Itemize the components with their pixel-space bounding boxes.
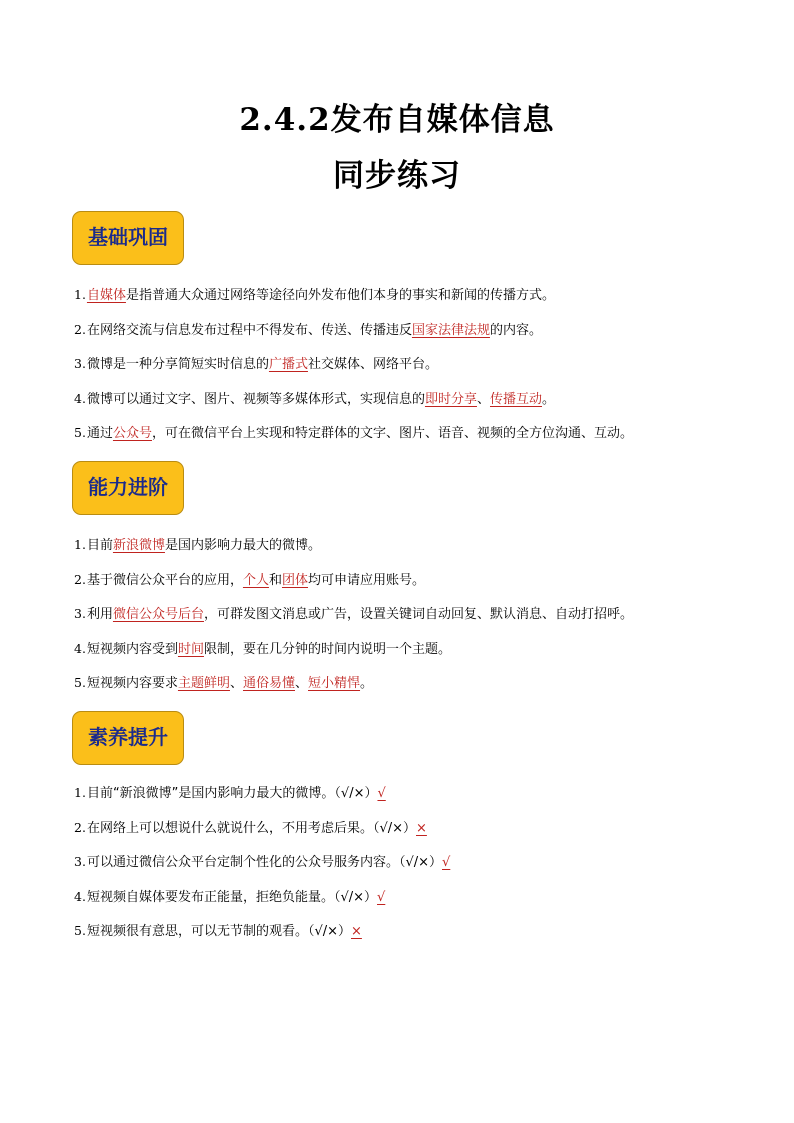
item-text: 短视频内容要求 — [86, 676, 178, 691]
item-number: 1. — [74, 785, 86, 800]
item-text: 、 — [476, 391, 490, 407]
answer-blank: √ — [442, 855, 451, 870]
item-number: 3. — [74, 356, 86, 371]
section-heading: 能力进阶 — [72, 461, 184, 515]
exercise-item — [74, 640, 764, 659]
exercise-item — [74, 571, 764, 590]
item-text: 是国内影响力最大的微博。 — [164, 538, 321, 553]
answer-blank: 短小精悍 — [308, 676, 361, 691]
answer-blank: 自媒体 — [86, 288, 126, 303]
item-text: 可以通过微信公众平台定制个性化的公众号服务内容。（√/×） — [86, 855, 442, 870]
item-number: 3. — [74, 606, 86, 621]
answer-blank: 广播式 — [268, 357, 308, 372]
item-text: 通过 — [86, 426, 113, 441]
exercise-item — [74, 853, 764, 872]
answer-blank: 个人 — [242, 572, 269, 588]
item-number: 5. — [74, 923, 86, 938]
section-heading: 基础巩固 — [72, 211, 184, 265]
item-number: 1. — [74, 537, 86, 552]
answer-blank: 时间 — [177, 641, 204, 657]
answer-blank: 即时分享 — [424, 391, 477, 407]
answer-blank: 公众号 — [112, 426, 152, 441]
item-number: 5. — [74, 675, 86, 690]
exercise-item — [74, 922, 764, 941]
exercise-item — [74, 321, 764, 340]
item-text: 限制，要在几分钟的时间内说明一个主题。 — [203, 641, 451, 657]
item-number: 2. — [74, 819, 86, 835]
page-subtitle: 同步练习 — [333, 158, 461, 194]
item-text: 利用 — [86, 607, 113, 622]
item-text: 短视频内容受到 — [86, 641, 178, 657]
exercise-item — [74, 390, 764, 409]
answer-blank: × — [351, 924, 362, 939]
answer-blank: 微信公众号后台 — [112, 607, 204, 622]
item-text: 、 — [295, 676, 309, 691]
item-text: 目前 — [86, 538, 113, 553]
item-text: 。 — [542, 391, 556, 407]
exercise-item — [74, 784, 764, 803]
answer-blank: √ — [377, 786, 386, 801]
item-number: 3. — [74, 854, 86, 869]
item-text: 短视频很有意思，可以无节制的观看。（√/×） — [86, 924, 351, 939]
exercise-item — [74, 888, 764, 907]
answer-blank: 新浪微博 — [112, 538, 165, 553]
answer-blank: 团体 — [281, 572, 308, 588]
item-number: 5. — [74, 425, 86, 440]
item-number: 4. — [74, 888, 86, 904]
item-text: ，可在微信平台上实现和特定群体的文字、图片、语音、视频的全方位沟通、互动。 — [151, 426, 633, 441]
item-text: 短视频自媒体要发布正能量，拒绝负能量。（√/×） — [86, 889, 377, 905]
exercise-item — [74, 605, 764, 624]
answer-blank: × — [416, 820, 427, 836]
exercise-item — [74, 355, 764, 374]
item-text: ，可群发图文消息或广告，设置关键词自动回复、默认消息、自动打招呼。 — [203, 607, 633, 622]
item-text: 目前“新浪微博”是国内影响力最大的微博。（√/×） — [86, 786, 378, 801]
item-number: 2. — [74, 321, 86, 337]
exercise-item — [74, 819, 764, 838]
exercise-item — [74, 536, 764, 555]
answer-blank: √ — [377, 889, 386, 905]
item-text: 社交媒体、网络平台。 — [307, 357, 438, 372]
item-number: 4. — [74, 390, 86, 406]
item-text: 微博可以通过文字、图片、视频等多媒体形式，实现信息的 — [86, 391, 425, 407]
exercise-item — [74, 286, 764, 305]
item-text: 是指普通大众通过网络等途径向外发布他们本身的事实和新闻的传播方式。 — [125, 288, 555, 303]
page-title: 2.4.2发布自媒体信息 — [239, 102, 555, 138]
item-text: 、 — [229, 676, 243, 691]
item-text: 在网络交流与信息发布过程中不得发布、传送、传播违反 — [86, 322, 412, 338]
item-text: 基于微信公众平台的应用， — [86, 572, 243, 588]
section-heading: 素养提升 — [72, 711, 184, 765]
exercise-item — [74, 424, 764, 443]
item-text: 和 — [268, 572, 282, 588]
item-text: 微博是一种分享简短实时信息的 — [86, 357, 269, 372]
item-text: 在网络上可以想说什么就说什么，不用考虑后果。（√/×） — [86, 820, 416, 836]
answer-blank: 国家法律法规 — [411, 322, 490, 338]
item-number: 2. — [74, 571, 86, 587]
item-text: 均可申请应用账号。 — [308, 572, 426, 588]
item-number: 1. — [74, 287, 86, 302]
item-number: 4. — [74, 640, 86, 656]
answer-blank: 主题鲜明 — [177, 676, 230, 691]
item-text: 。 — [360, 676, 374, 691]
exercise-item — [74, 674, 764, 693]
answer-blank: 通俗易懂 — [242, 676, 295, 691]
answer-blank: 传播互动 — [489, 391, 542, 407]
item-text: 的内容。 — [489, 322, 542, 338]
